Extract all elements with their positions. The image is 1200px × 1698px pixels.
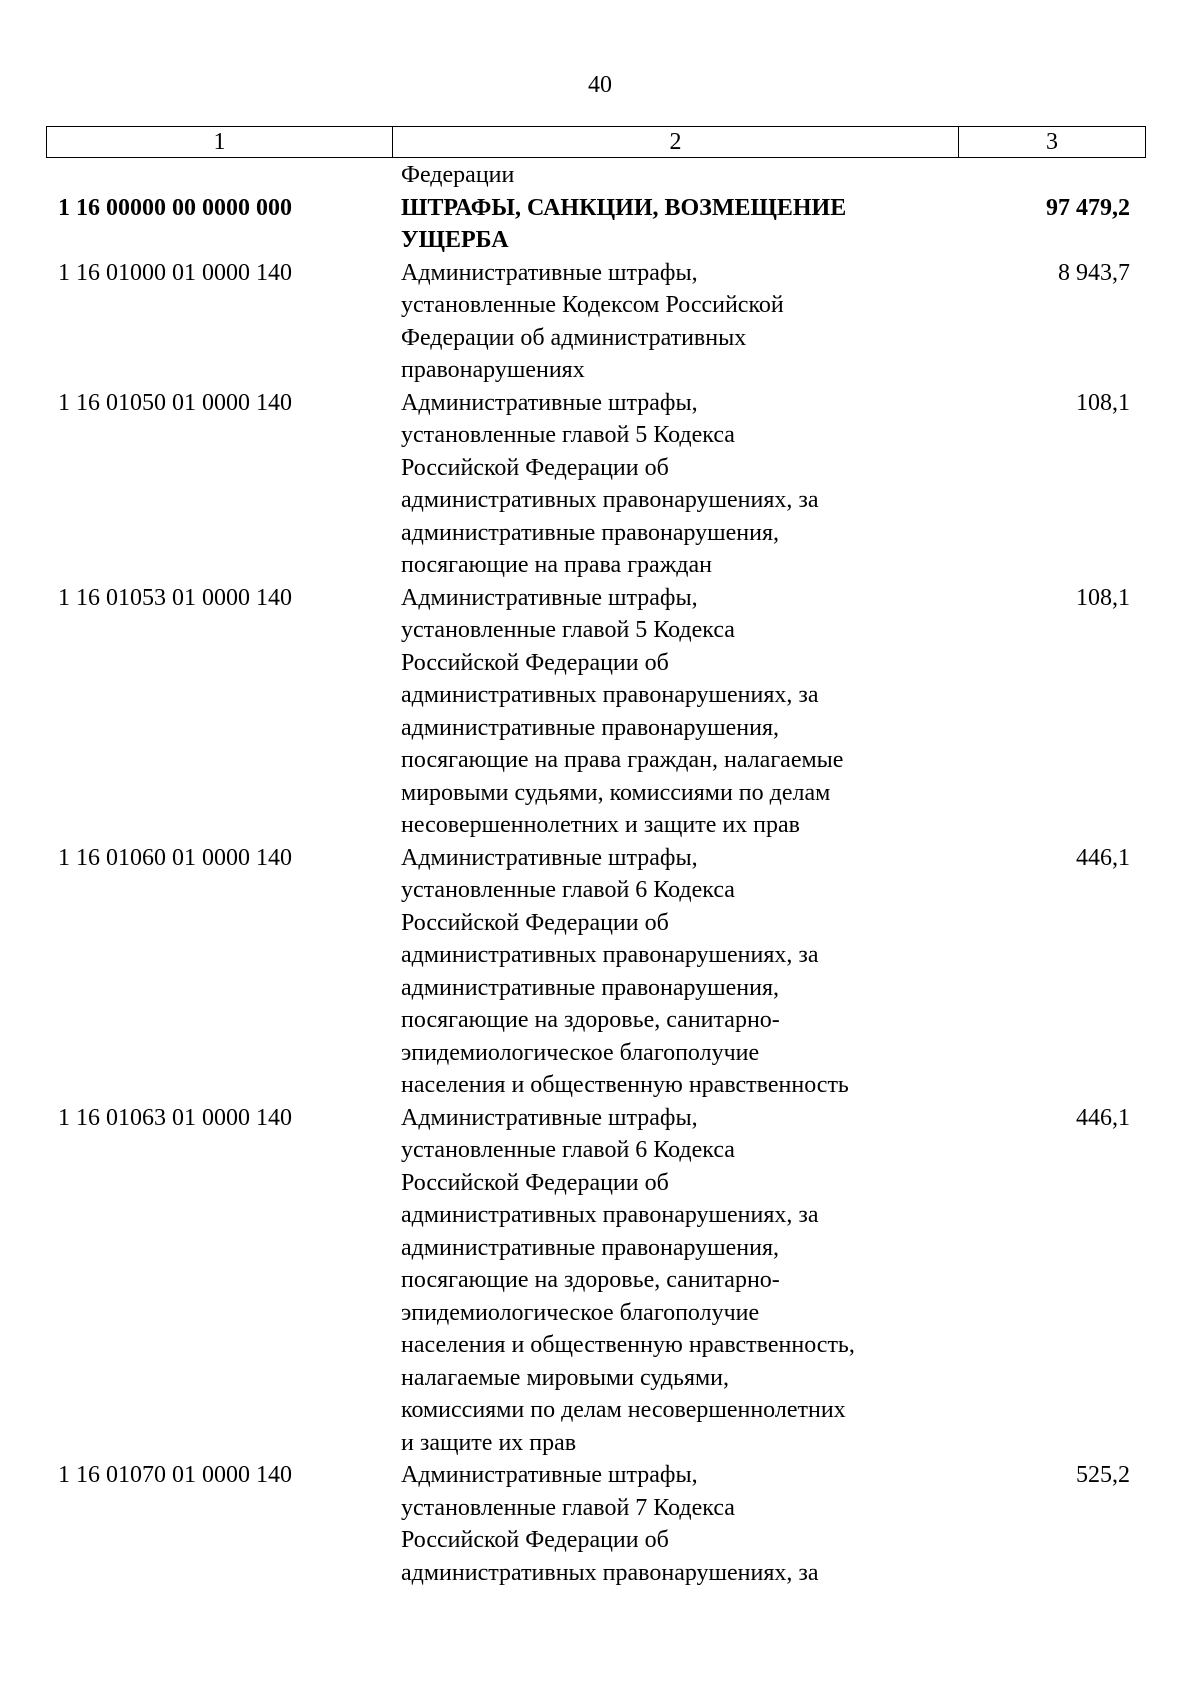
column-header-1: 1 — [47, 127, 393, 158]
item-name-line: населения и общественную нравственность — [401, 1072, 849, 1098]
item-name-line: установленные главой 6 Кодекса — [401, 1137, 735, 1163]
item-name-line: Российской Федерации об — [401, 909, 669, 936]
amount: 108,1 — [1076, 584, 1130, 611]
item-name-line: Федерации — [401, 162, 515, 188]
item-name-line: правонарушениях — [401, 357, 585, 383]
budget-code: 1 16 01050 01 0000 140 — [58, 389, 292, 416]
budget-code: 1 16 00000 00 0000 000 — [58, 194, 292, 221]
amount: 108,1 — [1076, 389, 1130, 416]
budget-code — [46, 159, 391, 192]
item-name-line: посягающие на здоровье, санитарно- — [401, 1007, 780, 1033]
item-name-line: Российской Федерации об — [401, 1169, 669, 1196]
item-name-line: Российской Федерации об — [401, 1527, 669, 1553]
table-row — [46, 257, 1146, 387]
item-name-line: установленные главой 5 Кодекса — [401, 422, 735, 448]
item-name-line: административных правонарушениях, за — [401, 942, 819, 968]
item-name-line: населения и общественную нравственность, — [401, 1332, 855, 1358]
amount — [956, 159, 1142, 192]
table-row — [46, 582, 1146, 842]
amount: 525,2 — [1076, 1462, 1130, 1488]
item-name-line: Федерации об административных — [401, 324, 747, 351]
item-name-line: Российской Федерации об — [401, 649, 669, 676]
table-row — [46, 192, 1146, 257]
item-name — [391, 582, 956, 842]
item-name-line: административных правонарушениях, за — [401, 487, 819, 513]
budget-code: 1 16 01053 01 0000 140 — [58, 584, 292, 611]
amount: 97 479,2 — [1046, 194, 1130, 221]
budget-code: 1 16 01070 01 0000 140 — [58, 1462, 292, 1488]
page-number: 40 — [588, 72, 612, 98]
item-name-line: посягающие на здоровье, санитарно- — [401, 1267, 780, 1293]
item-name-line: эпидемиологическое благополучие — [401, 1039, 760, 1066]
item-name-line: административные правонарушения, — [401, 714, 780, 741]
item-name-line: мировыми судьями, комиссиями по делам — [401, 779, 831, 806]
amount: 446,1 — [1076, 1104, 1130, 1131]
item-name-line: Административные штрафы, — [401, 259, 698, 286]
item-name — [391, 257, 956, 387]
item-name-line: административных правонарушениях, за — [401, 1559, 819, 1586]
item-name-line: Административные штрафы, — [401, 1104, 698, 1131]
table-row — [46, 1102, 1146, 1460]
item-name-line: установленные главой 5 Кодекса — [401, 617, 735, 643]
item-name — [391, 387, 956, 582]
item-name-line: несовершеннолетних и защите их прав — [401, 812, 801, 838]
item-name — [391, 1102, 956, 1460]
budget-code: 1 16 01000 01 0000 140 — [58, 259, 292, 286]
item-name-line: Административные штрафы, — [401, 389, 698, 416]
table-body — [46, 159, 1146, 1589]
table-row — [46, 1459, 1146, 1589]
item-name-line: эпидемиологическое благополучие — [401, 1299, 760, 1326]
item-name-line: налагаемые мировыми судьями, — [401, 1364, 730, 1391]
table-row — [46, 159, 1146, 192]
column-header-2: 2 — [393, 127, 959, 158]
table-header — [46, 126, 1146, 158]
item-name-line: и защите их прав — [401, 1429, 577, 1456]
item-name-line: Российской Федерации об — [401, 454, 669, 481]
column-header-3: 3 — [959, 127, 1146, 158]
item-name-line: установленные главой 6 Кодекса — [401, 877, 735, 903]
table-row — [46, 842, 1146, 1102]
item-name-line: административные правонарушения, — [401, 1234, 780, 1261]
item-name-line: посягающие на права граждан — [401, 552, 712, 578]
item-name — [391, 159, 956, 192]
amount: 8 943,7 — [1058, 259, 1130, 286]
item-name — [391, 842, 956, 1102]
item-name-line: комиссиями по делам несовершеннолетних — [401, 1397, 846, 1423]
item-name-line: установленные главой 7 Кодекса — [401, 1494, 735, 1521]
item-name-line: Административные штрафы, — [401, 844, 698, 871]
item-name-line: Административные штрафы, — [401, 584, 698, 611]
table-row — [46, 387, 1146, 582]
item-name-line: административных правонарушениях, за — [401, 682, 819, 708]
item-name-line: ШТРАФЫ, САНКЦИИ, ВОЗМЕЩЕНИЕ — [401, 194, 847, 221]
item-name-line: УЩЕРБА — [401, 227, 509, 253]
item-name-line: посягающие на права граждан, налагаемые — [401, 747, 844, 773]
item-name-line: Административные штрафы, — [401, 1462, 698, 1488]
item-name-line: административные правонарушения, — [401, 519, 780, 546]
item-name-line: административных правонарушениях, за — [401, 1202, 819, 1228]
item-name — [391, 192, 956, 257]
item-name-line: установленные Кодексом Российской — [401, 292, 784, 318]
item-name-line: административные правонарушения, — [401, 974, 780, 1001]
amount: 446,1 — [1076, 844, 1130, 871]
budget-code: 1 16 01063 01 0000 140 — [58, 1104, 292, 1131]
item-name — [391, 1459, 956, 1589]
budget-code: 1 16 01060 01 0000 140 — [58, 844, 292, 871]
